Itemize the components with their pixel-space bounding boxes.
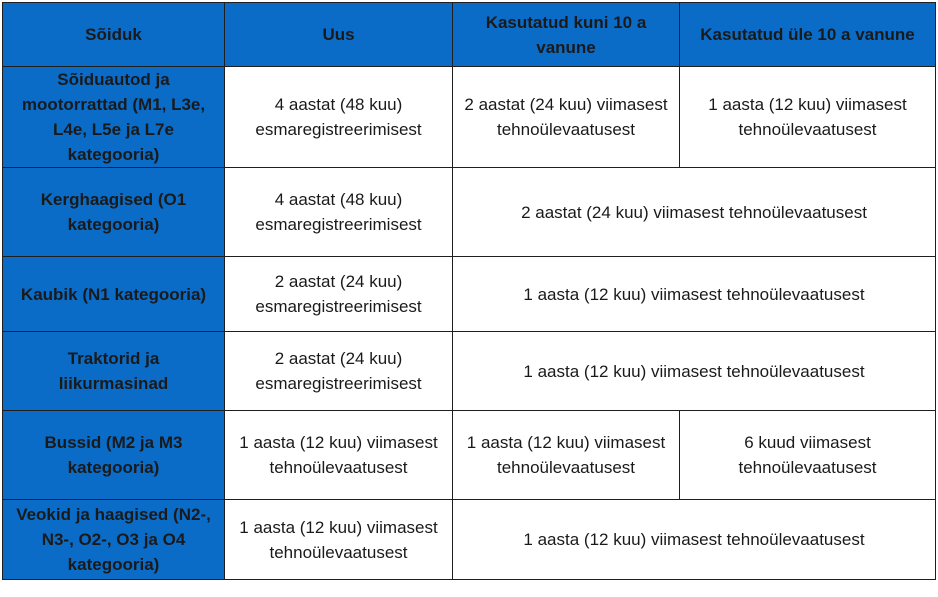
- row-vehicle-light-trailers: Kerghaagised (O1 kategooria): [3, 168, 225, 257]
- cell-used-merged: 2 aastat (24 kuu) viimasest tehnoülevaatusest: [453, 168, 936, 257]
- cell-used-over-10: 1 aasta (12 kuu) viimasest tehnoülevaatusest: [680, 67, 936, 168]
- table-row: [3, 500, 936, 580]
- header-used-upto-10: Kasutatud kuni 10 a vanune: [453, 3, 680, 67]
- header-new: Uus: [225, 3, 453, 67]
- table-row: [3, 168, 936, 257]
- header-used-over-10: Kasutatud üle 10 a vanune: [680, 3, 936, 67]
- cell-used-merged: 1 aasta (12 kuu) viimasest tehnoülevaatusest: [453, 257, 936, 332]
- cell-used-upto-10: 2 aastat (24 kuu) viimasest tehnoülevaatusest: [453, 67, 680, 168]
- table-row: [3, 332, 936, 411]
- cell-new: 2 aastat (24 kuu) esmaregistreerimisest: [225, 257, 453, 332]
- inspection-interval-table: [2, 2, 936, 580]
- table-row: [3, 257, 936, 332]
- row-vehicle-cars-motorcycles: Sõiduautod ja mootorrattad (M1, L3e, L4e, L5e ja L7e kategooria): [3, 67, 225, 168]
- row-vehicle-tractors: Traktorid ja liikurmasinad: [3, 332, 225, 411]
- cell-new: 4 aastat (48 kuu) esmaregistreerimisest: [225, 67, 453, 168]
- table-row: [3, 411, 936, 500]
- cell-new: 2 aastat (24 kuu) esmaregistreerimisest: [225, 332, 453, 411]
- cell-new: 1 aasta (12 kuu) viimasest tehnoülevaatusest: [225, 411, 453, 500]
- header-row: [3, 3, 936, 67]
- cell-used-merged: 1 aasta (12 kuu) viimasest tehnoülevaatusest: [453, 500, 936, 580]
- cell-used-upto-10: 1 aasta (12 kuu) viimasest tehnoülevaatusest: [453, 411, 680, 500]
- row-vehicle-buses: Bussid (M2 ja M3 kategooria): [3, 411, 225, 500]
- cell-used-over-10: 6 kuud viimasest tehnoülevaatusest: [680, 411, 936, 500]
- table-row: [3, 67, 936, 168]
- cell-new: 1 aasta (12 kuu) viimasest tehnoülevaatusest: [225, 500, 453, 580]
- header-vehicle: Sõiduk: [3, 3, 225, 67]
- cell-used-merged: 1 aasta (12 kuu) viimasest tehnoülevaatusest: [453, 332, 936, 411]
- row-vehicle-trucks-trailers: Veokid ja haagised (N2-, N3-, O2-, O3 ja O4 kategooria): [3, 500, 225, 580]
- cell-new: 4 aastat (48 kuu) esmaregistreerimisest: [225, 168, 453, 257]
- row-vehicle-van: Kaubik (N1 kategooria): [3, 257, 225, 332]
